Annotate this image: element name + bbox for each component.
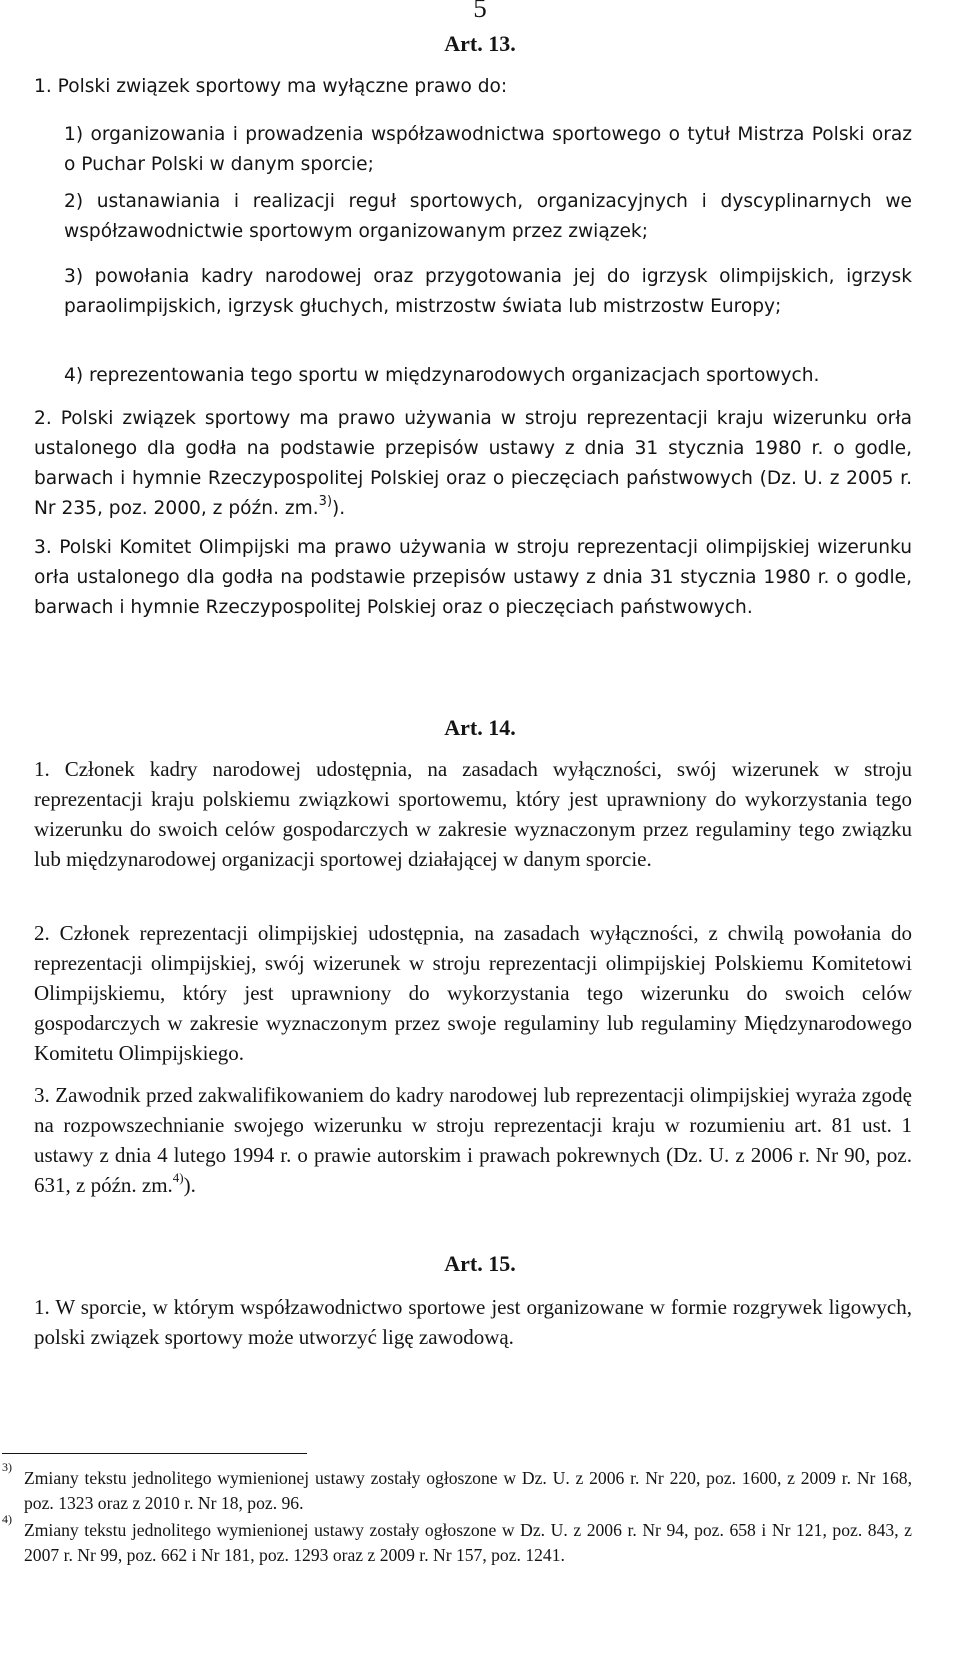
page-number: 5 — [473, 0, 487, 23]
article-13-item-3: 3) powołania kadry narodowej oraz przygotowania jej do igrzysk olimpijskich, igrzysk paraolimpijskich, igrzysk głuchych, mistrzostw świata lub mistrzostw Europy; — [64, 266, 912, 317]
footnote-3-text: Zmiany tekstu jednolitego wymienionej ustawy zostały ogłoszone w Dz. U. z 2006 r. Nr 220, poz. 1600, z 2009 r. Nr 168, poz. 1323 oraz z 2010 r. Nr 18, poz. 96. — [24, 1468, 912, 1513]
footnote-3-mark: 3) — [2, 1460, 12, 1474]
article-14-paragraph-3 — [34, 1080, 912, 1200]
article-14-paragraph-3-end: ). — [183, 1173, 196, 1197]
footnote-separator — [2, 1453, 307, 1454]
article-13-heading: Art. 13. — [444, 31, 516, 56]
article-13-item-1: 1) organizowania i prowadzenia współzawodnictwa sportowego o tytuł Mistrza Polski oraz o Puchar Polski w danym sporcie; — [64, 124, 912, 175]
footnote-ref-4: 4) — [172, 1170, 184, 1185]
article-14-paragraph-3-text: 3. Zawodnik przed zakwalifikowaniem do kadry narodowej lub reprezentacji olimpijskiej wyraża zgodę na rozpowszechnianie swojego wizerunku w stroju reprezentacji kraju w rozumieniu art. 81 ust. 1 ustawy z dnia 4 lutego 1994 r. o prawie autorskim i prawach pokrewnych (Dz. U. z 2006 r. Nr 90, poz. 631, z późn. zm. — [34, 1083, 912, 1197]
article-14-heading: Art. 14. — [444, 715, 516, 740]
article-13-item-4: 4) reprezentowania tego sportu w międzynarodowych organizacjach sportowych. — [64, 365, 820, 386]
article-13-paragraph-2 — [34, 404, 912, 524]
footnote-ref-3: 3) — [318, 493, 333, 509]
footnote-4-mark: 4) — [2, 1512, 12, 1526]
article-14-paragraph-2: 2. Członek reprezentacji olimpijskiej udostępnia, na zasadach wyłączności, z chwilą powołania do reprezentacji olimpijskiej, swój wizerunek w stroju reprezentacji olimpijskiej Polskiemu Komitetowi Olimpijskiemu, który jest uprawniony do wykorzystania tego wizerunku do swoich celów gospodarczych w zakresie wyznaczonym przez swoje regulaminy lub regulaminy Międzynarodowego Komitetu Olimpijskiego. — [34, 921, 912, 1065]
article-15-heading: Art. 15. — [444, 1251, 516, 1276]
article-13-paragraph-1-intro: 1. Polski związek sportowy ma wyłączne prawo do: — [34, 76, 508, 97]
article-14-paragraph-1: 1. Członek kadry narodowej udostępnia, na zasadach wyłączności, swój wizerunek w stroju reprezentacji kraju polskiemu związkowi sportowemu, który jest uprawniony do wykorzystania tego wizerunku do swoich celów gospodarczych w zakresie wyznaczonym przez regulaminy tego związku lub międzynarodowej organizacji sportowej działającej w danym sporcie. — [34, 757, 912, 871]
footnote-3 — [2, 1460, 912, 1516]
article-13-paragraph-2-text: 2. Polski związek sportowy ma prawo używania w stroju reprezentacji kraju wizerunku orła ustalonego dla godła na podstawie przepisów ustawy z dnia 31 stycznia 1980 r. o godle, barwach i hymnie Rzeczypospolitej Polskiej oraz o pieczęciach państwowych (Dz. U. z 2005 r. Nr 235, poz. 2000, z późn. zm. — [34, 408, 912, 519]
footnote-4 — [2, 1512, 912, 1568]
article-13-paragraph-3: 3. Polski Komitet Olimpijski ma prawo używania w stroju reprezentacji olimpijskiej wizerunku orła ustalonego dla godła na podstawie przepisów ustawy z dnia 31 stycznia 1980 r. o godle, barwach i hymnie Rzeczypospolitej Polskiej oraz o pieczęciach państwowych. — [34, 537, 912, 618]
footnote-4-text: Zmiany tekstu jednolitego wymienionej ustawy zostały ogłoszone w Dz. U. z 2006 r. Nr 94, poz. 658 i Nr 121, poz. 843, z 2007 r. Nr 99, poz. 662 i Nr 181, poz. 1293 oraz z 2009 r. Nr 157, poz. 1241. — [24, 1520, 912, 1565]
article-13-paragraph-2-end: ). — [332, 498, 346, 519]
article-15-paragraph-1: 1. W sporcie, w którym współzawodnictwo sportowe jest organizowane w formie rozgrywek ligowych, polski związek sportowy może utworzyć ligę zawodową. — [34, 1295, 912, 1349]
article-13-item-2: 2) ustanawiania i realizacji reguł sportowych, organizacyjnych i dyscyplinarnych we współzawodnictwie sportowym organizowanym przez związek; — [64, 191, 912, 242]
